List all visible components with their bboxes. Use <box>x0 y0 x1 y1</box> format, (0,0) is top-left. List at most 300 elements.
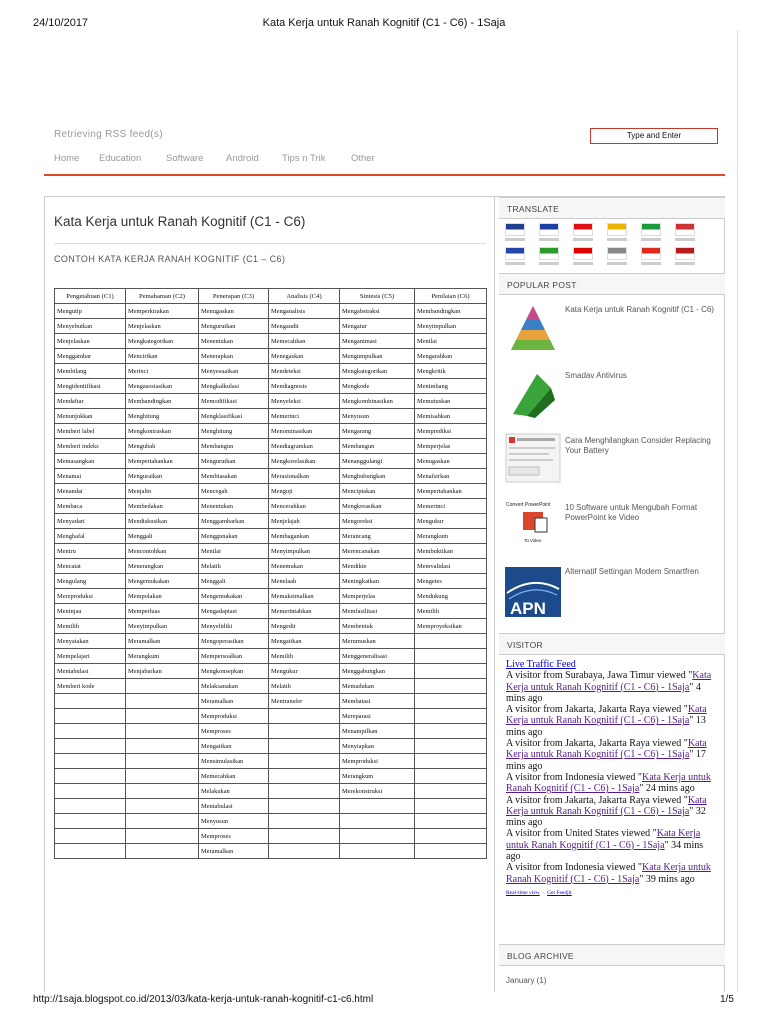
english-flag-icon[interactable] <box>505 223 525 236</box>
table-cell: Menyeleksi <box>269 394 340 409</box>
archive-january[interactable]: January (1) <box>506 976 547 985</box>
table-cell: Menunjukkan <box>55 409 126 424</box>
visit-entry <box>506 828 720 862</box>
flag-caption <box>539 262 559 265</box>
table-cell <box>126 694 199 709</box>
table-cell <box>55 754 126 769</box>
visit-post-link[interactable]: Kata Kerja untuk Ranah Kognitif (C1 - C6) - 1Saja <box>506 794 707 817</box>
table-cell <box>269 724 340 739</box>
post-subtitle: CONTOH KATA KERJA RANAH KOGNITIF (C1 – C6) <box>54 254 286 264</box>
visit-prefix: A visitor from Jakarta, Jakarta Raya viewed " <box>506 794 688 806</box>
russian-flag-icon[interactable] <box>505 247 525 260</box>
table-cell: Menghitung <box>126 409 199 424</box>
table-cell: Mensimulasikan <box>199 754 269 769</box>
table-cell: Menyebutkan <box>55 319 126 334</box>
table-cell: Menyatakan <box>55 634 126 649</box>
spanish-flag-icon[interactable] <box>607 223 627 236</box>
table-cell <box>269 814 340 829</box>
table-cell <box>415 679 487 694</box>
table-cell: Mengklasifikasi <box>199 409 269 424</box>
table-row <box>55 679 487 694</box>
table-cell: Mengabstraksi <box>340 304 415 319</box>
table-cell: Menampilkan <box>340 724 415 739</box>
table-cell <box>126 754 199 769</box>
ppt-video-thumbnail[interactable] <box>505 500 561 550</box>
table-row <box>55 814 487 829</box>
table-row <box>55 619 487 634</box>
arabic-flag-icon[interactable] <box>675 247 695 260</box>
post-title[interactable]: Kata Kerja untuk Ranah Kognitif (C1 - C6) <box>54 214 306 229</box>
table-cell: Membangun <box>340 439 415 454</box>
table-cell: Mengatur <box>340 319 415 334</box>
table-cell: Meniru <box>55 544 126 559</box>
table-cell: Menghafal <box>55 529 126 544</box>
table-cell: Menjelaskan <box>55 334 126 349</box>
print-title: Kata Kerja untuk Ranah Kognitif (C1 - C6) - 1Saja <box>262 17 506 29</box>
print-header <box>0 0 768 30</box>
table-cell: Menggali <box>126 529 199 544</box>
visit-prefix: A visitor from Indonesia viewed " <box>506 771 643 783</box>
table-header-cell: Sintesis (C5) <box>340 289 415 304</box>
popular-post-3[interactable]: Cara Menghilangkan Consider Replacing Your Battery <box>565 436 711 455</box>
table-cell: Mengarang <box>340 424 415 439</box>
table-cell: Memperluas <box>126 604 199 619</box>
visit-suffix: " 17 mins ago <box>506 749 706 772</box>
table-cell: Mendukung <box>415 589 487 604</box>
table-cell: Mengoperasikan <box>199 634 269 649</box>
table-cell: Menyimpulkan <box>126 619 199 634</box>
flag-caption <box>675 238 695 241</box>
table-cell <box>55 769 126 784</box>
table-cell: Mendeteksi <box>269 364 340 379</box>
table-cell <box>340 844 415 859</box>
table-cell: Menganimasi <box>340 334 415 349</box>
table-cell: Memperjelas <box>340 589 415 604</box>
table-cell: Mengumpulkan <box>340 349 415 364</box>
table-row <box>55 634 487 649</box>
japanese-flag-icon[interactable] <box>573 247 593 260</box>
table-cell: Menyusun <box>340 409 415 424</box>
flag-caption <box>641 238 661 241</box>
search-input[interactable]: Type and Enter <box>590 128 718 144</box>
table-cell: Menafsirkan <box>415 469 487 484</box>
table-row <box>55 529 487 544</box>
table-cell: Mengaudit <box>269 319 340 334</box>
table-cell <box>269 799 340 814</box>
table-cell: Mengkreasikan <box>340 499 415 514</box>
table-cell: Mengaitkan <box>269 634 340 649</box>
flag-caption <box>641 262 661 265</box>
table-cell: Memutuskan <box>415 394 487 409</box>
table-cell: Mengkritik <box>415 364 487 379</box>
visit-post-link[interactable]: Kata Kerja untuk Ranah Kognitif (C1 - C6) - 1Saja <box>506 670 712 693</box>
table-cell: Memilih <box>269 649 340 664</box>
table-row <box>55 439 487 454</box>
table-cell: Mempersoalkan <box>199 649 269 664</box>
table-cell <box>415 754 487 769</box>
table-cell: Mengkategorikan <box>126 334 199 349</box>
table-cell: Mentabulasi <box>199 799 269 814</box>
table-cell: Memprediksi <box>415 424 487 439</box>
table-cell: Menggabungkan <box>340 664 415 679</box>
popular-post-1[interactable]: Kata Kerja untuk Ranah Kognitif (C1 - C6) <box>565 305 714 314</box>
live-traffic-feed <box>506 659 720 899</box>
table-cell: Menyadari <box>55 514 126 529</box>
popular-post-4[interactable]: 10 Software untuk Mengubah Format PowerPoint ke Video <box>565 503 698 522</box>
table-cell <box>126 799 199 814</box>
italian-flag-icon[interactable] <box>641 223 661 236</box>
dutch-flag-icon[interactable] <box>675 223 695 236</box>
table-cell: Merumuskan <box>340 634 415 649</box>
table-cell: Memproyeksikan <box>415 619 487 634</box>
table-header-cell: Pengetahuan (C1) <box>55 289 126 304</box>
table-cell: Mentransfer <box>269 694 340 709</box>
table-row <box>55 694 487 709</box>
table-cell: Merasionalkan <box>269 469 340 484</box>
table-cell: Menyiapkan <box>340 739 415 754</box>
table-cell: Memperjelas <box>415 439 487 454</box>
table-cell: Menilai <box>199 544 269 559</box>
print-url: http://1saja.blogspot.co.id/2013/03/kata-kerja-untuk-ranah-kognitif-c1-c6.html <box>33 994 374 1005</box>
visit-post-link[interactable]: Kata Kerja untuk Ranah Kognitif (C1 - C6) - 1Saja <box>506 862 711 885</box>
table-cell <box>415 724 487 739</box>
table-cell: Menominasikan <box>269 424 340 439</box>
table-cell: Menjalin <box>126 484 199 499</box>
get-feedjit-link[interactable]: Get Feedjit <box>547 889 572 896</box>
table-row <box>55 484 487 499</box>
table-cell: Memaksimalkan <box>269 589 340 604</box>
table-cell <box>269 739 340 754</box>
table-cell: Menjabarkan <box>126 664 199 679</box>
flag-caption <box>505 262 525 265</box>
visit-suffix: " 13 mins ago <box>506 715 706 738</box>
table-cell <box>415 814 487 829</box>
table-cell: Merangkum <box>340 769 415 784</box>
visit-suffix: " 32 mins ago <box>506 805 706 829</box>
page-edge-divider <box>737 30 738 992</box>
visit-post-link[interactable]: Kata Kerja untuk Ranah Kognitif (C1 - C6) - 1Saja <box>506 738 707 761</box>
table-cell: Mengkategorikan <box>340 364 415 379</box>
table-cell: Mengkalkulasi <box>199 379 269 394</box>
table-cell: Merangkum <box>126 649 199 664</box>
table-header-cell: Penilaian (C6) <box>415 289 487 304</box>
table-cell: Memasangkan <box>55 454 126 469</box>
table-row <box>55 424 487 439</box>
table-cell: Mempertahankan <box>126 454 199 469</box>
table-row <box>55 304 487 319</box>
popular-post-5[interactable]: Alternatif Settingan Modem Smartfren <box>565 567 699 576</box>
pyramid-thumbnail[interactable] <box>505 303 561 353</box>
table-cell: Mencatat <box>55 559 126 574</box>
table-cell <box>269 829 340 844</box>
table-cell <box>126 784 199 799</box>
table-cell <box>415 799 487 814</box>
table-cell: Memproses <box>199 724 269 739</box>
table-cell: Menandai <box>55 484 126 499</box>
table-cell <box>269 709 340 724</box>
table-cell: Merancang <box>340 529 415 544</box>
table-cell <box>340 829 415 844</box>
table-cell: Meramalkan <box>199 844 269 859</box>
table-cell <box>55 799 126 814</box>
table-cell: Menerangkan <box>126 559 199 574</box>
table-cell: Menelaah <box>269 574 340 589</box>
visit-prefix: A visitor from Surabaya, Jawa Timur viewed " <box>506 670 693 682</box>
table-cell <box>126 814 199 829</box>
table-row <box>55 604 487 619</box>
table-cell: Menggambar <box>55 349 126 364</box>
table-cell: Menghubungkan <box>340 469 415 484</box>
table-cell: Melaksanakan <box>199 679 269 694</box>
table-cell: Membentuk <box>340 619 415 634</box>
table-cell: Mengurutkan <box>199 454 269 469</box>
nav-education[interactable]: Education <box>99 153 142 164</box>
table-cell <box>55 709 126 724</box>
table-cell <box>415 664 487 679</box>
table-row <box>55 739 487 754</box>
table-cell: Membandingkan <box>415 304 487 319</box>
chinese-flag-icon[interactable] <box>641 247 661 260</box>
table-cell: Mengkode <box>340 379 415 394</box>
table-cell <box>126 769 199 784</box>
portuguese-flag-icon[interactable] <box>539 247 559 260</box>
french-flag-icon[interactable] <box>539 223 559 236</box>
table-cell: Menghitung <box>199 424 269 439</box>
table-cell: Membedakan <box>126 499 199 514</box>
table-cell <box>126 844 199 859</box>
flag-caption <box>505 238 525 241</box>
table-cell: Menimbang <box>415 379 487 394</box>
table-row <box>55 559 487 574</box>
table-cell: Mempolakan <box>126 589 199 604</box>
table-cell: Memilih <box>415 604 487 619</box>
visit-post-link[interactable]: Kata Kerja untuk Ranah Kognitif (C1 - C6) - 1Saja <box>506 771 711 795</box>
table-cell: Mengidentifikasi <box>55 379 126 394</box>
svg-text:Convert PowerPoint: Convert PowerPoint <box>506 502 551 508</box>
table-cell: Mengarahkan <box>415 349 487 364</box>
table-cell <box>126 739 199 754</box>
table-row <box>55 784 487 799</box>
table-cell: Membagankan <box>269 529 340 544</box>
visit-entry <box>506 738 720 772</box>
table-row <box>55 649 487 664</box>
table-cell: Memilih <box>55 619 126 634</box>
nav-home[interactable]: Home <box>54 153 80 164</box>
table-cell: Meningkatkan <box>340 574 415 589</box>
table-cell: Memerintahkan <box>269 604 340 619</box>
table-cell: Melatih <box>269 679 340 694</box>
table-cell: Memecahkan <box>269 334 340 349</box>
table-cell <box>55 694 126 709</box>
table-cell <box>55 844 126 859</box>
print-page-number: 1/5 <box>720 994 734 1005</box>
table-cell: Memerinci <box>415 499 487 514</box>
table-cell: Mencerahkan <box>269 499 340 514</box>
visit-prefix: A visitor from Indonesia viewed " <box>506 862 643 874</box>
archive-title: BLOG ARCHIVE <box>507 951 574 961</box>
table-row <box>55 724 487 739</box>
nav-tips-n-trik[interactable]: Tips n Trik <box>282 153 326 164</box>
visitor-title: VISITOR <box>507 640 543 650</box>
table-cell: Menemukan <box>269 559 340 574</box>
table-row <box>55 319 487 334</box>
table-cell <box>415 739 487 754</box>
flag-caption <box>607 262 627 265</box>
table-cell: Memberi label <box>55 424 126 439</box>
korean-flag-icon[interactable] <box>607 247 627 260</box>
table-cell: Mencontohkan <box>126 544 199 559</box>
table-cell: Menegaskan <box>269 349 340 364</box>
table-cell: Mencegah <box>199 484 269 499</box>
table-cell: Mendiagnosis <box>269 379 340 394</box>
table-header-cell: Penerapan (C3) <box>199 289 269 304</box>
nav-underline <box>44 174 725 176</box>
battery-thumbnail[interactable] <box>505 433 561 483</box>
table-cell <box>415 694 487 709</box>
table-cell: Menggambarkan <box>199 514 269 529</box>
smadav-thumbnail[interactable] <box>505 370 561 420</box>
table-cell: Menjelajah <box>269 514 340 529</box>
table-row <box>55 469 487 484</box>
table-cell <box>415 769 487 784</box>
table-cell: Memecahkan <box>199 769 269 784</box>
table-cell: Mengkombinasikan <box>340 394 415 409</box>
table-cell: Mereproduksi <box>55 589 126 604</box>
table-cell: Memfasilitasi <box>340 604 415 619</box>
table-cell: Mengemukakan <box>199 589 269 604</box>
table-header-row <box>55 289 487 304</box>
table-cell: Membuktikan <box>415 544 487 559</box>
flag-caption <box>675 262 695 265</box>
popular-post-2[interactable]: Smadav Antivirus <box>565 371 627 380</box>
table-row <box>55 844 487 859</box>
table-cell: Mempelajari <box>55 649 126 664</box>
visit-prefix: A visitor from United States viewed " <box>506 828 657 840</box>
table-cell: Menjelaskan <box>126 319 199 334</box>
popular-title: POPULAR POST <box>507 280 577 290</box>
table-cell: Menggunakan <box>199 529 269 544</box>
table-cell <box>415 634 487 649</box>
visit-post-link[interactable]: Kata Kerja untuk Ranah Kognitif (C1 - C6) - 1Saja <box>506 704 707 727</box>
table-cell <box>126 709 199 724</box>
table-cell: Memberi kode <box>55 679 126 694</box>
table-cell: Menguji <box>269 484 340 499</box>
visit-entry <box>506 862 720 885</box>
table-cell: Memperkirakan <box>126 304 199 319</box>
table-cell: Mengoreksi <box>340 514 415 529</box>
table-row <box>55 334 487 349</box>
table-cell <box>415 829 487 844</box>
table-cell: Mereparasi <box>340 709 415 724</box>
visit-entry <box>506 670 720 704</box>
visit-prefix: A visitor from Jakarta, Jakarta Raya viewed " <box>506 704 688 716</box>
flag-caption <box>573 262 593 265</box>
nav-other[interactable]: Other <box>351 153 375 164</box>
verbs-table <box>54 288 487 859</box>
table-cell <box>415 784 487 799</box>
table-cell: Mendaftar <box>55 394 126 409</box>
table-cell: Merekonstruksi <box>340 784 415 799</box>
table-cell <box>340 814 415 829</box>
table-row <box>55 514 487 529</box>
table-cell <box>55 739 126 754</box>
flag-caption <box>539 238 559 241</box>
table-cell: Mengkonsepkan <box>199 664 269 679</box>
visit-entry <box>506 704 720 738</box>
table-row <box>55 754 487 769</box>
flag-caption <box>573 238 593 241</box>
table-cell: Menentukan <box>199 334 269 349</box>
table-cell: Menamai <box>55 469 126 484</box>
table-cell: Menanggulangi <box>340 454 415 469</box>
apn-thumbnail[interactable] <box>505 567 561 617</box>
table-cell: Mengasosiasikan <box>126 379 199 394</box>
table-cell: Mengadaptasi <box>199 604 269 619</box>
table-cell: Mengemukakan <box>126 574 199 589</box>
visit-prefix: A visitor from Jakarta, Jakarta Raya viewed " <box>506 738 688 750</box>
nav-software[interactable]: Software <box>166 153 204 164</box>
table-cell <box>269 784 340 799</box>
table-cell: Menciptakan <box>340 484 415 499</box>
table-cell: Memodifikasi <box>199 394 269 409</box>
table-cell <box>55 724 126 739</box>
table-row <box>55 379 487 394</box>
table-cell: Mencirikan <box>126 349 199 364</box>
german-flag-icon[interactable] <box>573 223 593 236</box>
table-cell: Memisahkan <box>415 409 487 424</box>
table-row <box>55 364 487 379</box>
table-cell <box>126 724 199 739</box>
table-cell: Mengurutkan <box>199 319 269 334</box>
realtime-view-link[interactable]: Real-time view <box>506 889 540 896</box>
table-cell: Menilai <box>415 334 487 349</box>
table-cell: Mentabulasi <box>55 664 126 679</box>
table-cell: Menguraikan <box>126 469 199 484</box>
table-cell: Mengkorelasikan <box>269 454 340 469</box>
table-cell: Mengaitkan <box>199 739 269 754</box>
feed-links: Real-time view · Get Feedjit <box>506 889 572 896</box>
table-cell <box>55 829 126 844</box>
title-divider <box>54 243 486 244</box>
table-row <box>55 544 487 559</box>
table-cell: Mendiagramkan <box>269 439 340 454</box>
nav-android[interactable]: Android <box>226 153 259 164</box>
table-cell: Menyesuaikan <box>199 364 269 379</box>
table-cell: Mendikte <box>340 559 415 574</box>
table-cell <box>415 649 487 664</box>
svg-text:To Video: To Video <box>524 538 542 543</box>
translate-title: TRANSLATE <box>507 204 560 214</box>
table-cell: Menyimpulkan <box>269 544 340 559</box>
table-cell: Melakukan <box>199 784 269 799</box>
table-row <box>55 454 487 469</box>
live-traffic-link[interactable]: Live Traffic Feed <box>506 659 576 670</box>
table-cell: Membandingkan <box>126 394 199 409</box>
flag-caption <box>607 238 627 241</box>
table-cell: Mengkontraskan <box>126 424 199 439</box>
table-row <box>55 829 487 844</box>
visit-post-link[interactable]: Kata Kerja untuk Ranah Kognitif (C1 - C6) - 1Saja <box>506 828 701 851</box>
table-header-cell: Analisis (C4) <box>269 289 340 304</box>
table-cell: Membatasi <box>340 694 415 709</box>
table-cell: Menugaskan <box>199 304 269 319</box>
content-border <box>44 196 45 992</box>
table-cell: Mendiskusikan <box>126 514 199 529</box>
table-cell: Menganalisis <box>269 304 340 319</box>
table-cell <box>126 679 199 694</box>
visit-suffix: " 39 mins ago <box>639 873 695 885</box>
table-cell: Memproduksi <box>199 709 269 724</box>
